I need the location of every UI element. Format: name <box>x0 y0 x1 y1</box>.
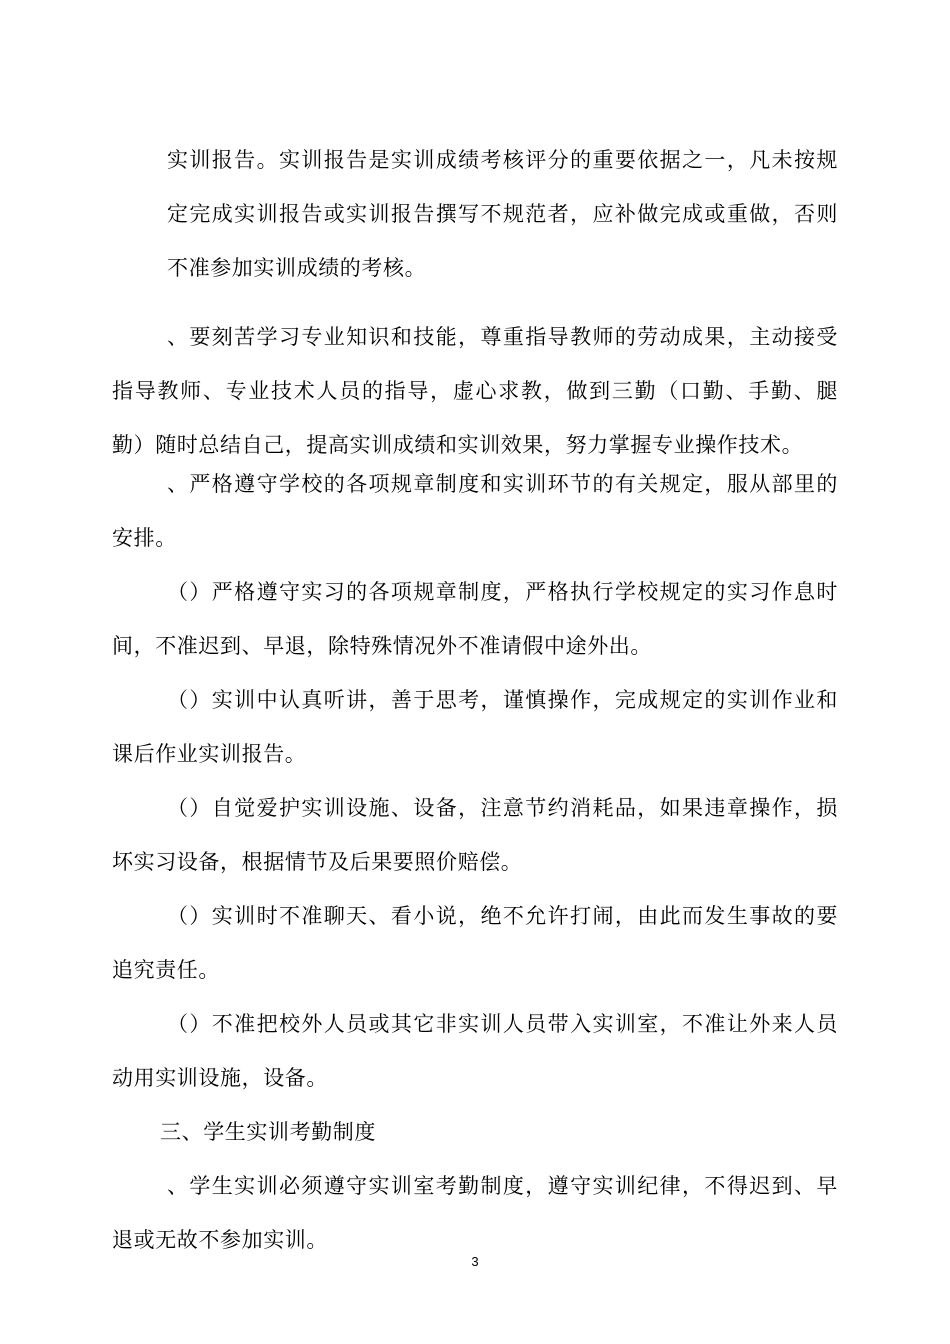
text-line: 勤）随时总结自己，提高实训成绩和实训效果，努力掌握专业操作技术。 <box>112 433 804 457</box>
section-heading: 三、学生实训考勤制度 <box>160 1120 376 1144</box>
text-line: 追究责任。 <box>112 958 220 982</box>
page-number: 3 <box>471 1254 479 1269</box>
text-line: 实训报告。实训报告是实训成绩考核评分的重要依据之一，凡未按规 <box>167 148 838 172</box>
text-line: 定完成实训报告或实训报告撰写不规范者，应补做完成或重做，否则 <box>167 202 838 226</box>
text-line: （）自觉爱护实训设施、设备，注意节约消耗品，如果违章操作，损 <box>167 796 838 820</box>
text-line: 安排。 <box>112 526 177 550</box>
text-line: 不准参加实训成绩的考核。 <box>167 256 427 280</box>
text-line: 动用实训设施，设备。 <box>112 1066 328 1090</box>
text-line: 、学生实训必须遵守实训室考勤制度，遵守实训纪律，不得迟到、早 <box>167 1174 838 1198</box>
text-line: （）实训时不准聊天、看小说，绝不允许打闹，由此而发生事故的要 <box>167 904 838 928</box>
text-line: 指导教师、专业技术人员的指导，虚心求教，做到三勤（口勤、手勤、腿 <box>112 379 838 403</box>
text-line: 坏实习设备，根据情节及后果要照价赔偿。 <box>112 850 523 874</box>
text-line: （）严格遵守实习的各项规章制度，严格执行学校规定的实习作息时 <box>167 580 838 604</box>
text-line: 退或无故不参加实训。 <box>112 1228 328 1252</box>
text-line: 间，不准迟到、早退，除特殊情况外不准请假中途外出。 <box>112 634 652 658</box>
text-line: 课后作业实训报告。 <box>112 742 307 766</box>
text-line: 、要刻苦学习专业知识和技能，尊重指导教师的劳动成果，主动接受 <box>167 325 838 349</box>
text-line: （）实训中认真听讲，善于思考，谨慎操作，完成规定的实训作业和 <box>167 688 838 712</box>
text-line: （）不准把校外人员或其它非实训人员带入实训室，不准让外来人员 <box>167 1012 838 1036</box>
text-line: 、严格遵守学校的各项规章制度和实训环节的有关规定，服从部里的 <box>167 472 838 496</box>
